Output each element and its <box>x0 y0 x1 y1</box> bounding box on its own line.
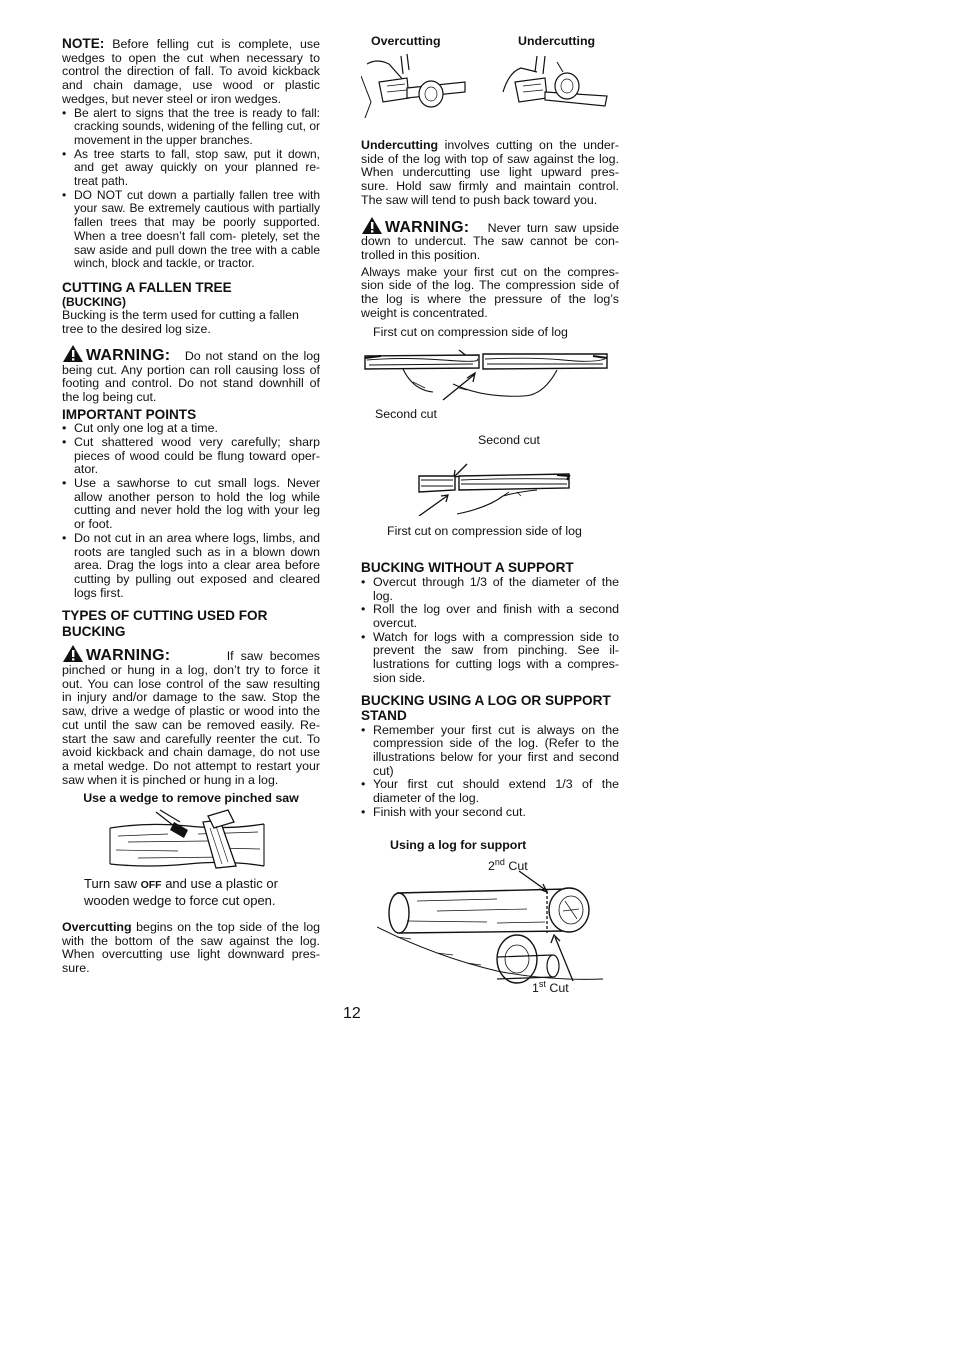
list-item: • As tree starts to fall, stop saw, put it down, and get away quickly on your planned re- treat path. <box>62 148 320 189</box>
list-item: • Your first cut should extend 1/3 of the diameter of the log. <box>361 778 619 805</box>
second-cut-word: Cut <box>504 859 528 874</box>
wedge-note-end: and use a plastic or wooden wedge to force cut open. <box>84 876 278 909</box>
note-text: Before felling cut is complete, use wedges to open the cut when necessary to control the direction of fall. To avoid kickback and chain damage, use wood or plastic wedges, but never steel or iron wedges. <box>62 37 320 106</box>
undercutting-paragraph <box>361 139 619 208</box>
second-cut-suffix: nd <box>494 857 505 868</box>
using-stand-list <box>361 724 619 820</box>
wedge-note-off: OFF <box>140 879 162 892</box>
types-of-cutting-heading: TYPES OF CUTTING USED FOR BUCKING <box>62 608 268 639</box>
warning-triangle-icon <box>62 644 84 663</box>
bucking-definition: Bucking is the term used for cutting a fallen tree to the desired log size. <box>62 308 299 337</box>
support-figure-caption: Using a log for support <box>390 838 527 853</box>
first-cut-word: Cut <box>545 981 569 996</box>
list-item: • Remember your first cut is always on the compression side of the log. (Refer to the illustrations below for your first and second cut) <box>361 724 619 779</box>
warning-label: WARNING: <box>385 218 470 236</box>
undercutting-illustration <box>501 52 611 120</box>
warning-pinched-paragraph <box>62 644 320 787</box>
second-cut-label: Second cut <box>478 433 540 448</box>
fallen-tree-subheading: (BUCKING) <box>62 295 126 310</box>
list-item: • Cut only one log at a time. <box>62 422 320 436</box>
warning-triangle-icon <box>62 344 84 363</box>
list-item: • Do not cut in an area where logs, limbs, and roots are tangled such as in a blown down area. Drag the logs into a clear area before cutting by pulling out exposed and cleared logs first. <box>62 532 320 601</box>
undercutting-text: involves cutting on the under- side of the log with top of saw against the log. When undercutting use light upward pres- sure. Hold saw firmly and maintain control. The saw will tend to push back toward you. <box>361 138 619 207</box>
note-label: NOTE: <box>62 36 105 51</box>
log-bottom-cut-illustration <box>417 450 573 516</box>
wedge-illustration <box>108 808 320 872</box>
first-cut-number: 1 <box>532 981 539 996</box>
list-item: • Use a sawhorse to cut small logs. Never allow another person to hold the log while cutting and never hold the log with your leg or foot. <box>62 477 320 532</box>
wedge-figure-caption: Use a wedge to remove pinched saw <box>83 791 299 806</box>
note-bullet-list <box>62 107 320 271</box>
left-column <box>62 37 320 976</box>
warning-label: WARNING: <box>86 647 171 665</box>
compression-figure-top <box>361 324 619 434</box>
compression-figure-bottom <box>361 434 619 550</box>
warning-pinched-text: If saw becomes pinched or hung in a log, don’t try to force it out. You can lose control of the saw resulting in injury and/or damage to the saw. Stop the saw, drive a wedge of plastic or wood into the cut until the saw can be removed easily. Re- start the saw and carefully reenter the cut. To avoid kickback and chain damage, do not use a metal wedge. Do not attempt to restart your saw when it is pinched or hung in a log. <box>62 649 320 787</box>
without-support-list <box>361 576 619 686</box>
first-cut-label <box>532 978 569 996</box>
using-stand-heading: BUCKING USING A LOG OR SUPPORT STAND <box>361 692 611 724</box>
first-cut-label: First cut on compression side of log <box>387 524 582 539</box>
list-item: • Overcut through 1/3 of the diameter of the log. <box>361 576 619 603</box>
warning-triangle-icon <box>361 216 383 235</box>
warning-upside-down-text: Never turn saw upside down to undercut. The saw cannot be con- trolled in this position. <box>361 220 619 262</box>
fallen-tree-heading: CUTTING A FALLEN TREE <box>62 279 232 295</box>
second-cut-label: Second cut <box>375 407 437 422</box>
wedge-note <box>84 876 294 908</box>
list-item: • Finish with your second cut. <box>361 806 619 820</box>
warning-stand-paragraph <box>62 344 320 405</box>
without-support-heading: BUCKING WITHOUT A SUPPORT <box>361 560 574 576</box>
warning-label: WARNING: <box>86 346 171 364</box>
support-log-figure <box>361 837 619 1003</box>
warning-stand-text: Do not stand on the log being cut. Any portion can roll causing loss of footing and control. Do not stand downhill of the log being cut. <box>62 348 320 404</box>
overcutting-fig-label: Overcutting <box>371 34 441 48</box>
list-item: • Roll the log over and finish with a second overcut. <box>361 603 619 630</box>
note-paragraph <box>62 37 320 107</box>
important-points-list <box>62 422 320 600</box>
undercutting-fig-label: Undercutting <box>518 34 596 48</box>
log-top-cut-illustration <box>363 342 611 402</box>
list-item: • DO NOT cut down a partially fallen tree with your saw. Be extremely cautious with partially fallen trees that may be poorly supported. When a tree doesn’t fall com- pletely, set the saw aside and pull down the tree with a cable winch, block and tackle, or tractor. <box>62 189 320 271</box>
overcutting-text: begins on the top side of the log with the bottom of the saw against the log. When overcutting use light downward pres- sure. <box>62 920 320 976</box>
list-item: • Be alert to signs that the tree is ready to fall: cracking sounds, widening of the felling cut, or movement in the upper branches. <box>62 107 320 148</box>
cutting-methods-figure <box>361 34 619 134</box>
undercutting-label: Undercutting <box>361 138 439 152</box>
list-item: • Watch for logs with a compression side to prevent the saw from pinching. See il- lustrations for cutting logs with a compres- sion side. <box>361 631 619 686</box>
page-number: 12 <box>343 1005 361 1022</box>
overcutting-label: Overcutting <box>62 920 132 935</box>
warning-upside-down-paragraph <box>361 216 619 263</box>
compression-paragraph: Always make your first cut on the compres- sion side of the log. The compression side of the log is where the pressure of the log’s weight is concentrated. <box>361 264 619 320</box>
wedge-note-start: Turn saw <box>84 876 141 892</box>
important-points-heading: IMPORTANT POINTS <box>62 406 197 422</box>
first-cut-suffix: st <box>538 979 546 990</box>
overcutting-illustration <box>361 52 471 120</box>
first-cut-label: First cut on compression side of log <box>373 325 568 340</box>
list-item: • Cut shattered wood very carefully; sharp pieces of wood could be flung toward oper- ator. <box>62 436 320 477</box>
second-cut-number: 2 <box>488 859 495 874</box>
overcutting-paragraph <box>62 921 320 976</box>
right-column <box>361 34 619 1003</box>
